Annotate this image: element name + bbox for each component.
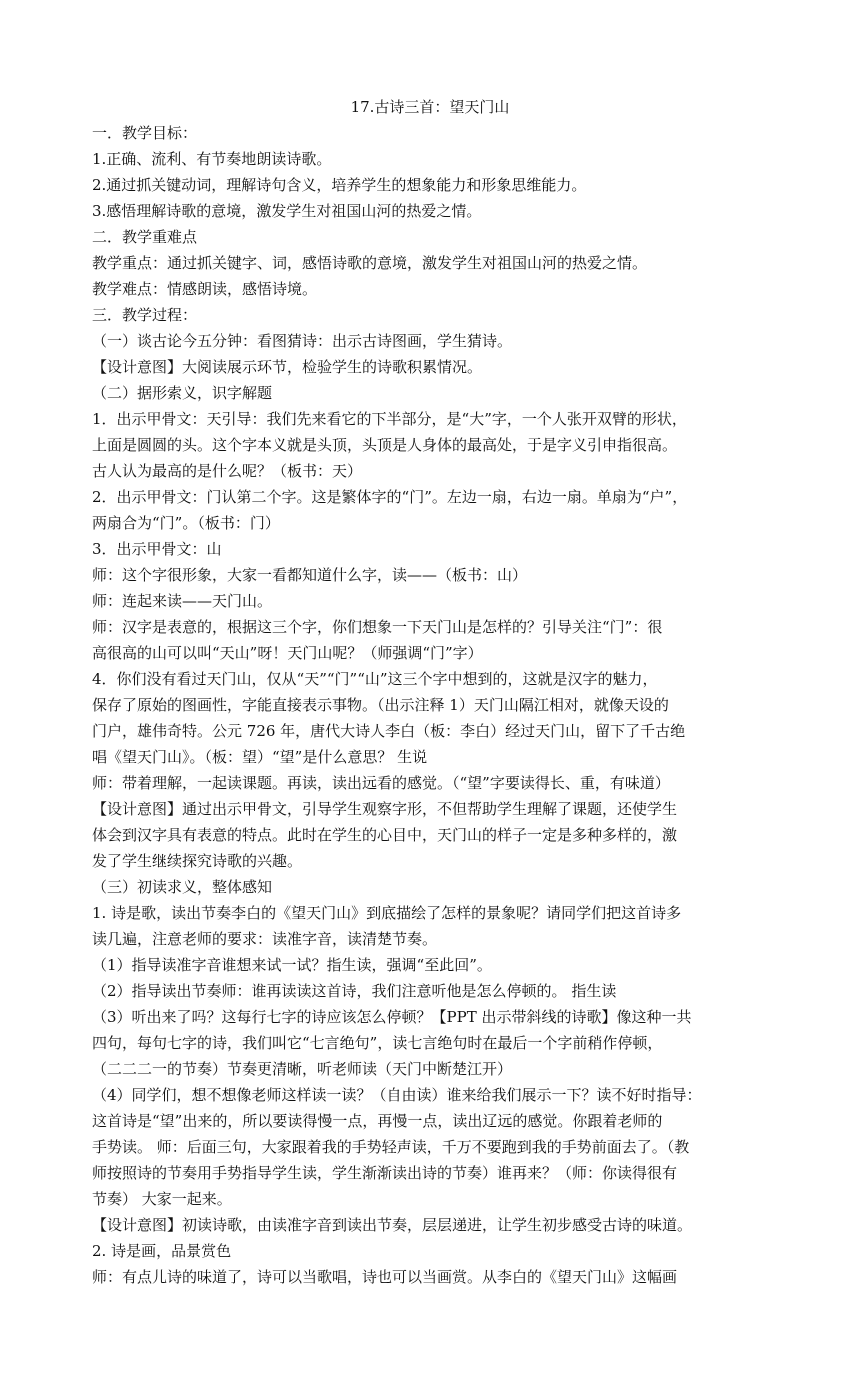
text-line: 门户，雄伟奇特。公元 726 年，唐代大诗人李白（板：李白）经过天门山，留下了千古绝 [92,722,686,740]
text-line: 教学重点：通过抓关键字、词，感悟诗歌的意境，激发学生对祖国山河的热爱之情。 [92,254,648,272]
text-line: （4）同学们，想不想像老师这样读一读？（自由读）谁来给我们展示一下？读不好时指导： [92,1086,702,1104]
text-line: 上面是圆圆的头。这个字本义就是头顶，头顶是人身体的最高处，于是字义引申指很高。 [92,436,678,454]
text-line: 二．教学重难点 [92,228,198,246]
text-line: （二二二一的节奏）节奏更清晰，听老师读（天门中断楚江开） [92,1060,513,1078]
text-line: 手势读。 师：后面三句，大家跟着我的手势轻声读，千万不要跑到我的手势前面去了。（教 [92,1138,690,1156]
text-line: 师：有点儿诗的味道了，诗可以当歌唱，诗也可以当画赏。从李白的《望天门山》这幅画 [92,1268,678,1286]
text-line: （1）指导读准字音谁想来试一试？指生读，强调“至此回”。 [92,956,492,974]
text-line: 节奏） 大家一起来。 [92,1190,232,1208]
text-line: 师：汉字是表意的，根据这三个字，你们想象一下天门山是怎样的？引导关注“门”：很 [92,618,663,636]
text-line: （2）指导读出节奏师：谁再读读这首诗，我们注意听他是怎么停顿的。 指生读 [92,982,617,1000]
text-line: 发了学生继续探究诗歌的兴趣。 [92,852,303,870]
text-line: 3．出示甲骨文：山 [92,540,222,558]
text-line: 【设计意图】通过出示甲骨文，引导学生观察字形，不但帮助学生理解了课题，还使学生 [92,800,678,818]
text-line: （二）据形索义，识字解题 [92,384,273,402]
text-line: 保存了原始的图画性，字能直接表示事物。（出示注释 1）天门山隔江相对，就像天设的 [92,696,669,714]
text-line: 师：带着理解，一起读课题。再读，读出远看的感觉。（“望”字要读得长、重，有味道） [92,774,670,792]
text-line: 2.通过抓关键动词，理解诗句含义，培养学生的想象能力和形象思维能力。 [92,176,587,194]
text-line: 师按照诗的节奏用手势指导学生读，学生渐渐读出诗的节奏）谁再来？（师：你读得很有 [92,1164,678,1182]
text-line: 4．你们没有看过天门山，仅从“天”“门”“山”这三个字中想到的，这就是汉字的魅力， [92,670,658,688]
text-line: 【设计意图】初读诗歌，由读准字音到读出节奏，层层递进，让学生初步感受古诗的味道。 [92,1216,693,1234]
text-line: 2. 诗是画，品景赏色 [92,1242,232,1260]
text-line: 两扇合为“门”。（板书：门） [92,514,280,532]
text-line: 教学难点：情感朗读，感悟诗境。 [92,280,318,298]
text-line: 1. 诗是歌，读出节奏李白的《望天门山》到底描绘了怎样的景象呢？请同学们把这首诗多 [92,904,682,922]
text-line: （三）初读求义，整体感知 [92,878,273,896]
document-page [92,94,768,1290]
text-line: 四句，每句七字的诗，我们叫它“七言绝句”，读七言绝句时在最后一个字前稍作停顿， [92,1034,663,1052]
text-line: 古人认为最高的是什么呢？（板书：天） [92,462,363,480]
text-line: 唱《望天门山》。（板：望）“望”是什么意思？ 生说 [92,748,428,766]
text-line: 1．出示甲骨文：天引导：我们先来看它的下半部分，是“大”字，一个人张开双臂的形状， [92,410,687,428]
text-line: 师：连起来读——天门山。 [92,592,273,610]
text-line: 三．教学过程： [92,306,198,324]
text-line: （一）谈古论今五分钟：看图猜诗：出示古诗图画，学生猜诗。 [92,332,513,350]
text-line: 这首诗是“望”出来的，所以要读得慢一点，再慢一点，读出辽远的感觉。你跟着老师的 [92,1112,663,1130]
text-line: 体会到汉字具有表意的特点。此时在学生的心目中，天门山的样子一定是多种多样的，激 [92,826,678,844]
text-line: 高很高的山可以叫“天山”呀！天门山呢？（师强调“门”字） [92,644,483,662]
text-line: 师：这个字很形象，大家一看都知道什么字，读——（板书：山） [92,566,528,584]
text-line: 3.感悟理解诗歌的意境，激发学生对祖国山河的热爱之情。 [92,202,482,220]
text-line: 读几遍，注意老师的要求：读准字音，读清楚节奏。 [92,930,438,948]
document-title: 17.古诗三首：望天门山 [350,98,510,116]
text-line: 2．出示甲骨文：门认第二个字。这是繁体字的“门”。左边一扇，右边一扇。单扇为“户”， [92,488,688,506]
text-line: （3）听出来了吗？这每行七字的诗应该怎么停顿？【PPT 出示带斜线的诗歌】像这种一共 [92,1008,692,1026]
text-line: 一．教学目标： [92,124,198,142]
text-line: 【设计意图】大阅读展示环节，检验学生的诗歌积累情况。 [92,358,483,376]
document-body [92,120,768,1290]
text-line: 1.正确、流利、有节奏地朗读诗歌。 [92,150,332,168]
